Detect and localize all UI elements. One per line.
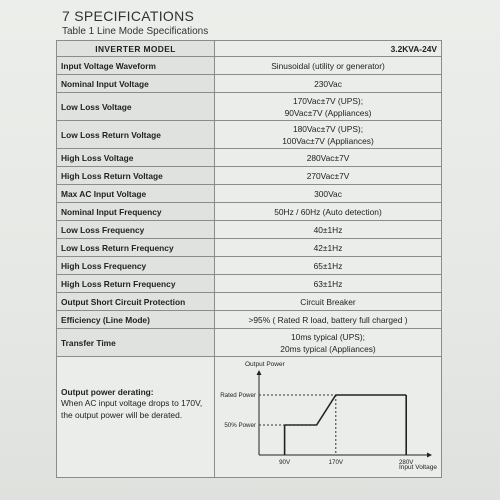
spec-value — [215, 121, 442, 149]
spec-label: Low Loss Voltage — [57, 93, 215, 121]
table-header-row — [57, 41, 442, 57]
spec-value — [215, 221, 442, 239]
spec-table — [56, 40, 442, 478]
derating-row — [57, 357, 442, 478]
spec-value-line: 63±1Hz — [313, 278, 343, 289]
spec-value-line: 50Hz / 60Hz (Auto detection) — [274, 206, 382, 217]
spec-value — [215, 167, 442, 185]
derating-text-1: When AC input voltage drops to 170V, — [61, 398, 203, 408]
spec-value-line: 280Vac±7V — [306, 152, 350, 163]
tick-170v: 170V — [328, 459, 344, 466]
derating-cell — [57, 357, 215, 478]
y-axis-label: Output Power — [245, 361, 285, 368]
spec-label: Nominal Input Voltage — [57, 75, 215, 93]
header-label: INVERTER MODEL — [57, 41, 215, 57]
spec-value — [215, 57, 442, 75]
half-power-label: 50% Power — [224, 422, 256, 429]
spec-row — [57, 167, 442, 185]
spec-value-line: 170Vac±7V (UPS); — [292, 95, 364, 106]
spec-value-line: 180Vac±7V (UPS); — [292, 123, 364, 134]
spec-row — [57, 121, 442, 149]
spec-label: Nominal Input Frequency — [57, 203, 215, 221]
spec-value-line: 270Vac±7V — [306, 170, 350, 181]
spec-value — [215, 149, 442, 167]
spec-label: Max AC Input Voltage — [57, 185, 215, 203]
x-axis-arrow — [427, 453, 432, 458]
derating-chart-cell — [215, 357, 442, 478]
spec-row — [57, 185, 442, 203]
spec-row — [57, 257, 442, 275]
tick-90v: 90V — [279, 459, 291, 466]
spec-row — [57, 329, 442, 357]
spec-value — [215, 93, 442, 121]
y-axis-arrow — [257, 370, 262, 375]
rated-power-label: Rated Power — [220, 392, 256, 399]
spec-row — [57, 311, 442, 329]
spec-value-line: 10ms typical (UPS); — [291, 331, 365, 342]
spec-label: Low Loss Return Frequency — [57, 239, 215, 257]
spec-value — [215, 293, 442, 311]
table-caption: Table 1 Line Mode Specifications — [62, 26, 209, 37]
spec-value-line: 65±1Hz — [313, 260, 343, 271]
spec-value-line: 20ms typical (Appliances) — [280, 343, 376, 354]
spec-value — [215, 75, 442, 93]
spec-value-line: Sinusoidal (utility or generator) — [271, 60, 385, 71]
spec-value-line: 40±1Hz — [313, 224, 343, 235]
spec-label: Low Loss Frequency — [57, 221, 215, 239]
spec-value — [215, 203, 442, 221]
spec-value-line: >95% ( Rated R load, battery full charged ) — [248, 314, 408, 325]
spec-value — [215, 329, 442, 357]
spec-value-line: 300Vac — [314, 188, 342, 199]
section-title: 7 SPECIFICATIONS — [62, 8, 195, 24]
derating-curve — [285, 395, 407, 425]
spec-label: High Loss Voltage — [57, 149, 215, 167]
spec-value-line: 230Vac — [314, 78, 342, 89]
spec-label: High Loss Return Frequency — [57, 275, 215, 293]
spec-value — [215, 275, 442, 293]
tick-280v: 280V — [398, 459, 414, 466]
spec-value-line: 90Vac±7V (Appliances) — [284, 107, 372, 118]
spec-value-line: 100Vac±7V (Appliances) — [282, 135, 374, 146]
x-axis-label: Input Voltage — [399, 464, 437, 471]
spec-value — [215, 311, 442, 329]
spec-row — [57, 293, 442, 311]
header-value: 3.2KVA-24V — [215, 41, 442, 57]
derating-title: Output power derating: — [61, 387, 154, 397]
spec-label: Efficiency (Line Mode) — [57, 311, 215, 329]
spec-value — [215, 185, 442, 203]
spec-value — [215, 257, 442, 275]
spec-row — [57, 221, 442, 239]
spec-row — [57, 93, 442, 121]
spec-row — [57, 239, 442, 257]
spec-row — [57, 149, 442, 167]
spec-label: Output Short Circuit Protection — [57, 293, 215, 311]
spec-row — [57, 203, 442, 221]
spec-label: Transfer Time — [57, 329, 215, 357]
spec-value-line: 42±1Hz — [313, 242, 343, 253]
derating-text-2: the output power will be derated. — [61, 410, 183, 420]
spec-label: High Loss Return Voltage — [57, 167, 215, 185]
spec-label: High Loss Frequency — [57, 257, 215, 275]
spec-label: Low Loss Return Voltage — [57, 121, 215, 149]
spec-value — [215, 239, 442, 257]
spec-row — [57, 75, 442, 93]
spec-row — [57, 275, 442, 293]
spec-value-line: Circuit Breaker — [300, 296, 356, 307]
spec-row — [57, 57, 442, 75]
derating-chart — [215, 357, 441, 475]
spec-label: Input Voltage Waveform — [57, 57, 215, 75]
